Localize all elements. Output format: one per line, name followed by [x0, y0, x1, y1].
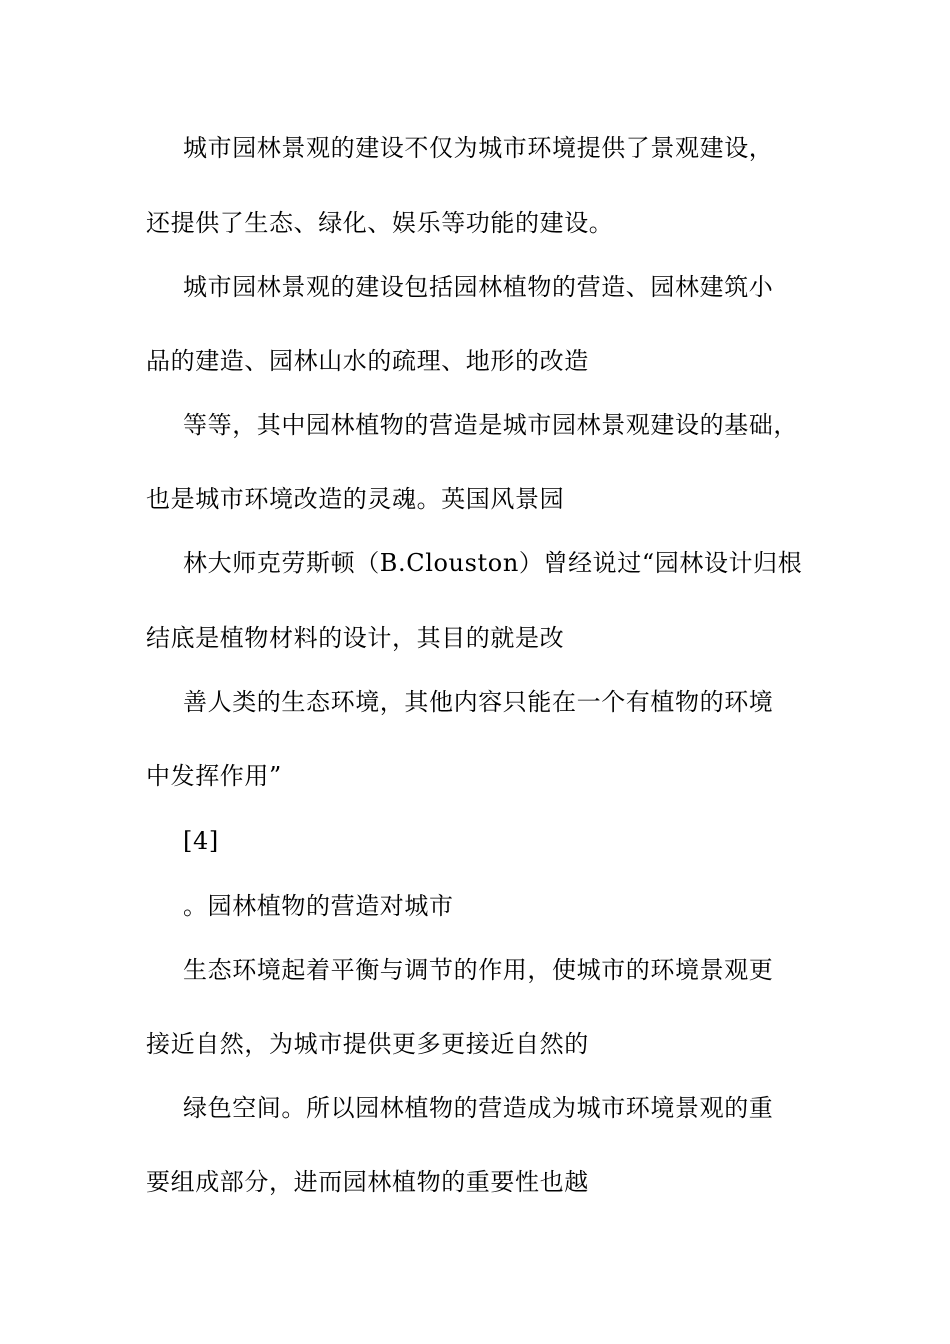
text-line-15: 绿色空间。所以园林植物的营造成为城市环境景观的重 [183, 1094, 774, 1122]
text-line-9: 善人类的生态环境，其他内容只能在一个有植物的环境 [183, 688, 774, 716]
text-line-13: 生态环境起着平衡与调节的作用，使城市的环境景观更 [183, 956, 774, 984]
text-line-3: 城市园林景观的建设包括园林植物的营造、园林建筑小 [183, 273, 774, 301]
text-line-10: 中发挥作用” [146, 762, 282, 790]
text-line-5: 等等，其中园林植物的营造是城市园林景观建设的基础， [183, 411, 798, 439]
citation-reference: [4] [183, 827, 219, 855]
text-line-6: 也是城市环境改造的灵魂。英国风景园 [146, 485, 565, 513]
text-line-4: 品的建造、园林山水的疏理、地形的改造 [146, 347, 589, 375]
text-line-1: 城市园林景观的建设不仅为城市环境提供了景观建设， [183, 134, 774, 162]
text-line-2: 还提供了生态、绿化、娱乐等功能的建设。 [146, 209, 614, 237]
text-line-14: 接近自然，为城市提供更多更接近自然的 [146, 1030, 589, 1058]
text-line-12: 。园林植物的营造对城市 [183, 892, 454, 920]
text-line-16: 要组成部分，进而园林植物的重要性也越 [146, 1168, 589, 1196]
text-line-8: 结底是植物材料的设计，其目的就是改 [146, 624, 565, 652]
text-line-7: 林大师克劳斯顿（B.Clouston）曾经说过“园林设计归根 [183, 549, 803, 577]
